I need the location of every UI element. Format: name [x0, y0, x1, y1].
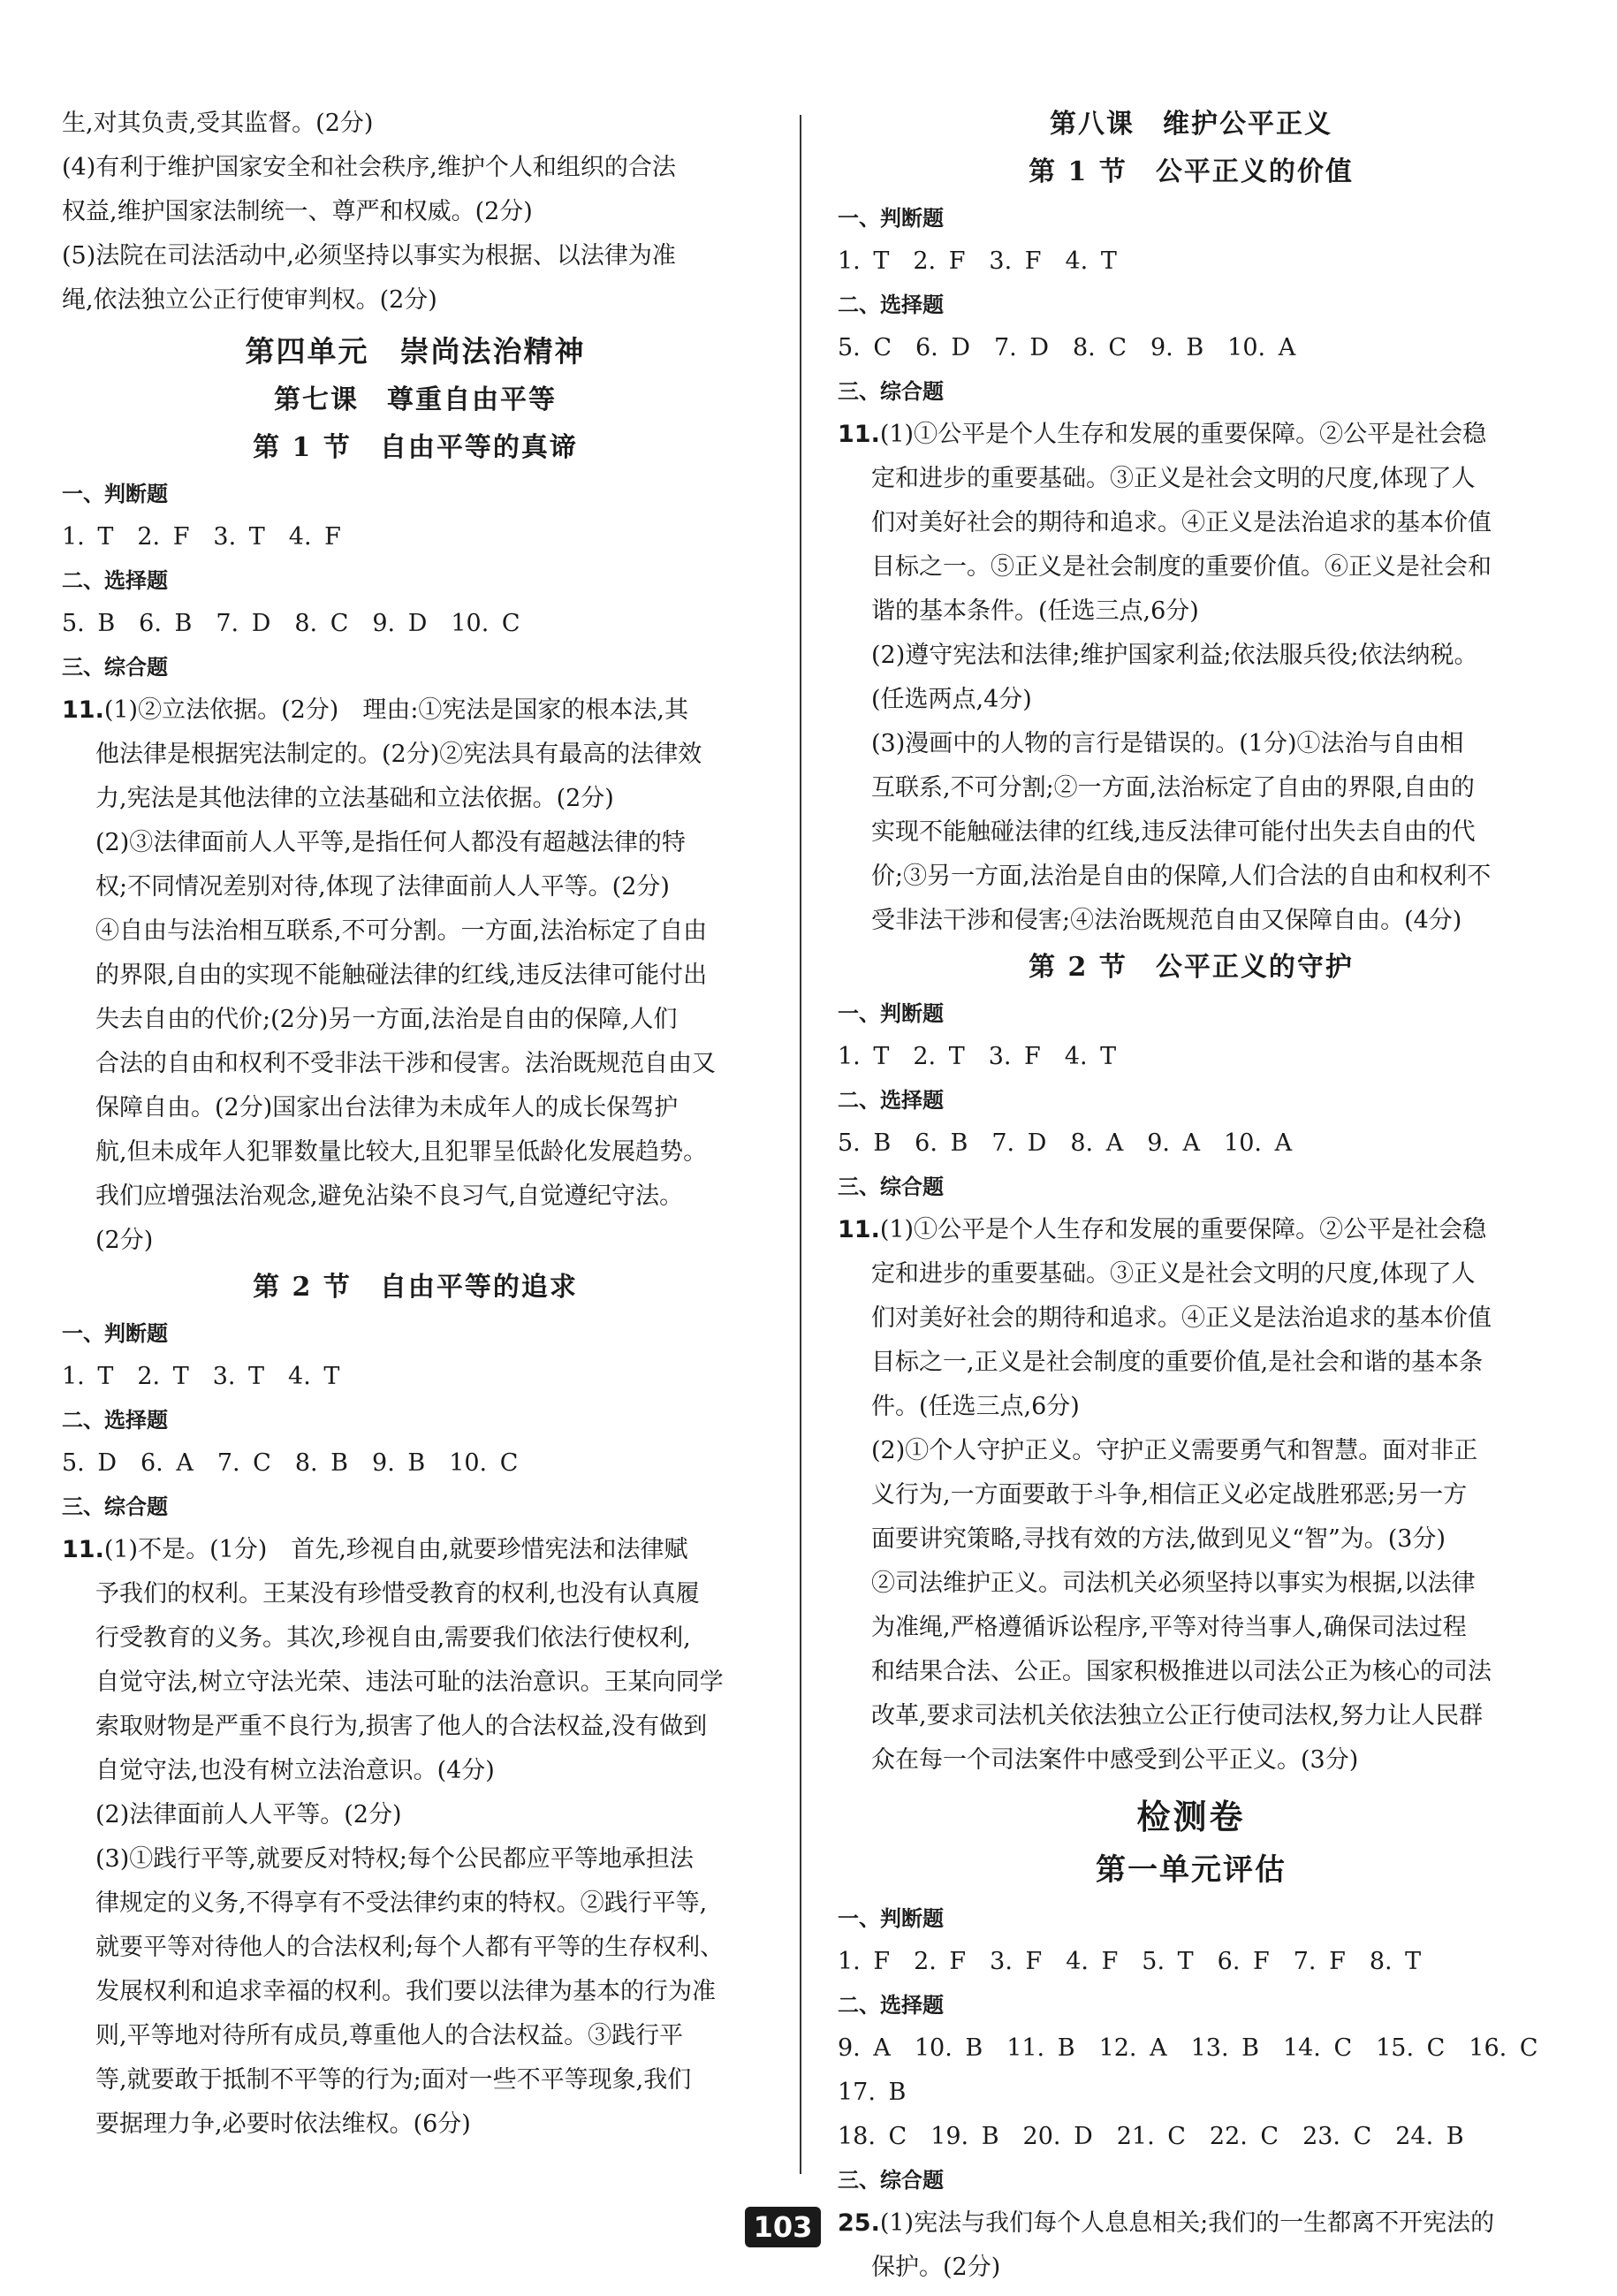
- text-line: 就要平等对待他人的合法权利;每个人都有平等的生存权利、: [95, 1934, 725, 1961]
- text-line: 律规定的义务,不得享有不受法律约束的特权。②践行平等,: [95, 1889, 708, 1917]
- text-line: 谐的基本条件。(任选三点,6分): [871, 597, 1199, 625]
- text-line: [62, 1528, 769, 1572]
- text-line: 航,但未成年人犯罪数量比较大,且犯罪呈低龄化发展趋势。: [95, 1138, 708, 1166]
- text-line: (4)有利于维护国家安全和社会秩序,维护个人和组织的合法: [62, 154, 676, 181]
- answer-text: (1)①公平是个人生存和发展的重要保障。②公平是社会稳: [879, 1216, 1487, 1243]
- choice-heading: 二、选择题: [838, 1993, 944, 2018]
- text-line: [838, 413, 1545, 457]
- judge-heading: 一、判断题: [838, 1001, 944, 1026]
- text-line: 的界限,自由的实现不能触碰法律的红线,违反法律可能付出: [95, 962, 708, 989]
- text-line: 互联系,不可分割;②一方面,法治标定了自由的界限,自由的: [871, 774, 1475, 802]
- text-line: 行受教育的义务。其次,珍视自由,需要我们依法行使权利,: [95, 1624, 691, 1652]
- text-line: 们对美好社会的期待和追求。④正义是法治追求的基本价值: [871, 1304, 1492, 1332]
- judge-heading: 一、判断题: [62, 1321, 168, 1346]
- answer-text: (1)不是。(1分) 首先,珍视自由,就要珍惜宪法和法律赋: [103, 1536, 688, 1563]
- judge-answers: 1. T 2. F 3. T 4. F: [62, 523, 341, 551]
- text-line: (2)③法律面前人人平等,是指任何人都没有超越法律的特: [95, 829, 686, 856]
- text-line: 面要讲究策略,寻找有效的方法,做到见义“智”为。(3分): [871, 1525, 1446, 1553]
- section-title: 第 1 节 自由平等的真谛: [253, 432, 578, 463]
- unit-evaluation-title: 第一单元评估: [1096, 1852, 1287, 1888]
- text-line: 要据理力争,必要时依法维权。(6分): [95, 2110, 471, 2138]
- choice-answers: 5. B 6. B 7. D 8. C 9. D 10. C: [62, 610, 520, 637]
- answer-text: (1)②立法依据。(2分) 理由:①宪法是国家的根本法,其: [103, 696, 689, 724]
- text-line: 绳,依法独立公正行使审判权。(2分): [62, 286, 437, 314]
- text-line: [838, 1208, 1545, 1252]
- unit-title: 第四单元 崇尚法治精神: [245, 334, 586, 369]
- text-line: 失去自由的代价;(2分)另一方面,法治是自由的保障,人们: [95, 1006, 678, 1033]
- page-number: 103: [745, 2207, 821, 2247]
- judge-answers: 1. F 2. F 3. F 4. F 5. T 6. F 7. F 8. T: [838, 1948, 1422, 1975]
- judge-heading: 一、判断题: [62, 482, 168, 506]
- comprehensive-heading: 三、综合题: [838, 2168, 944, 2193]
- text-line: (2)遵守宪法和法律;维护国家利益;依法服兵役;依法纳税。: [871, 642, 1478, 669]
- text-line: 保护。(2分): [871, 2254, 1001, 2281]
- choice-answers: 9. A 10. B 11. B 12. A 13. B 14. C 15. C 16. C 17. B: [838, 2034, 1562, 2106]
- text-line: 予我们的权利。王某没有珍惜受教育的权利,也没有认真履: [95, 1580, 700, 1608]
- question-number: 11.: [62, 1536, 104, 1563]
- comprehensive-heading: 三、综合题: [62, 1494, 168, 1519]
- choice-answers: 5. D 6. A 7. C 8. B 9. B 10. C: [62, 1449, 519, 1477]
- text-line: 件。(任选三点,6分): [871, 1393, 1080, 1420]
- choice-heading: 二、选择题: [838, 1088, 944, 1113]
- text-line: 他法律是根据宪法制定的。(2分)②宪法具有最高的法律效: [95, 741, 702, 768]
- choice-answers: 5. C 6. D 7. D 8. C 9. B 10. A: [838, 334, 1296, 361]
- text-line: ②司法维护正义。司法机关必须坚持以事实为根据,以法律: [871, 1570, 1476, 1597]
- text-line: (2分): [95, 1227, 154, 1254]
- judge-answers: 1. T 2. T 3. F 4. T: [838, 1043, 1117, 1070]
- section-title: 第 2 节 自由平等的追求: [253, 1272, 578, 1303]
- text-line: (5)法院在司法活动中,必须坚持以事实为根据、以法律为准: [62, 242, 676, 270]
- text-line: [838, 2201, 1545, 2246]
- text-line: 定和进步的重要基础。③正义是社会文明的尺度,体现了人: [871, 1260, 1476, 1288]
- comprehensive-heading: 三、综合题: [62, 655, 168, 680]
- judge-heading: 一、判断题: [838, 206, 944, 231]
- question-number: 25.: [838, 2209, 880, 2237]
- choice-heading: 二、选择题: [62, 1408, 168, 1433]
- text-line: 则,平等地对待所有成员,尊重他人的合法权益。③践行平: [95, 2022, 684, 2049]
- left-column: [62, 102, 769, 2147]
- text-line: 定和进步的重要基础。③正义是社会文明的尺度,体现了人: [871, 465, 1476, 492]
- text-line: 合法的自由和权利不受非法干涉和侵害。法治既规范自由又: [95, 1050, 716, 1077]
- choice-answers: 18. C 19. B 20. D 21. C 22. C 23. C 24. B: [838, 2123, 1464, 2150]
- text-line: 受非法干涉和侵害;④法治既规范自由又保障自由。(4分): [871, 907, 1462, 934]
- lesson-title: 第八课 维护公平正义: [1050, 109, 1332, 140]
- text-line: 权;不同情况差别对待,体现了法律面前人人平等。(2分): [95, 873, 670, 901]
- choice-heading: 二、选择题: [62, 568, 168, 593]
- column-divider: [800, 115, 801, 2174]
- text-line: (任选两点,4分): [871, 686, 1032, 713]
- section-title: 第 2 节 公平正义的守护: [1029, 952, 1354, 983]
- text-line: (2)①个人守护正义。守护正义需要勇气和智慧。面对非正: [871, 1437, 1478, 1464]
- text-line: 自觉守法,树立守法光荣、违法可耻的法治意识。王某向同学: [95, 1669, 724, 1696]
- comprehensive-heading: 三、综合题: [838, 1175, 944, 1199]
- text-line: 自觉守法,也没有树立法治意识。(4分): [95, 1757, 495, 1784]
- text-line: (3)①践行平等,就要反对特权;每个公民都应平等地承担法: [95, 1845, 694, 1873]
- right-column: [838, 102, 1562, 2290]
- text-line: 众在每一个司法案件中感受到公平正义。(3分): [871, 1746, 1359, 1774]
- choice-heading: 二、选择题: [838, 293, 944, 317]
- text-line: 目标之一,正义是社会制度的重要价值,是社会和谐的基本条: [871, 1349, 1484, 1376]
- question-number: 11.: [838, 1216, 880, 1243]
- text-line: 义行为,一方面要敢于斗争,相信正义必定战胜邪恶;另一方: [871, 1481, 1468, 1509]
- judge-answers: 1. T 2. F 3. F 4. T: [838, 247, 1117, 275]
- judge-heading: 一、判断题: [838, 1906, 944, 1931]
- text-line: 力,宪法是其他法律的立法基础和立法依据。(2分): [95, 785, 614, 812]
- text-line: 目标之一。⑤正义是社会制度的重要价值。⑥正义是社会和: [871, 553, 1492, 581]
- comprehensive-heading: 三、综合题: [838, 379, 944, 404]
- text-line: 发展权利和追求幸福的权利。我们要以法律为基本的行为准: [95, 1978, 716, 2005]
- answer-text: (1)宪法与我们每个人息息相关;我们的一生都离不开宪法的: [879, 2209, 1495, 2237]
- question-number: 11.: [62, 696, 104, 724]
- text-line: 生,对其负责,受其监督。(2分): [62, 110, 374, 137]
- text-line: 为准绳,严格遵循诉讼程序,平等对待当事人,确保司法过程: [871, 1614, 1467, 1641]
- section-title: 第 1 节 公平正义的价值: [1029, 156, 1354, 187]
- text-line: [62, 688, 769, 733]
- question-number: 11.: [838, 421, 880, 448]
- lesson-title: 第七课 尊重自由平等: [274, 384, 557, 415]
- text-line: 保障自由。(2分)国家出台法律为未成年人的成长保驾护: [95, 1094, 679, 1121]
- test-paper-title: 检测卷: [1136, 1797, 1246, 1836]
- text-line: ④自由与法治相互联系,不可分割。一方面,法治标定了自由: [95, 917, 708, 945]
- text-line: (2)法律面前人人平等。(2分): [95, 1801, 402, 1828]
- choice-answers: 5. B 6. B 7. D 8. A 9. A 10. A: [838, 1129, 1293, 1157]
- text-line: (3)漫画中的人物的言行是错误的。(1分)①法治与自由相: [871, 730, 1464, 757]
- text-line: 索取财物是严重不良行为,损害了他人的合法权益,没有做到: [95, 1713, 708, 1740]
- text-line: 权益,维护国家法制统一、尊严和权威。(2分): [62, 198, 533, 225]
- text-line: 改革,要求司法机关依法独立公正行使司法权,努力让人民群: [871, 1702, 1484, 1730]
- text-line: 等,就要敢于抵制不平等的行为;面对一些不平等现象,我们: [95, 2066, 692, 2094]
- text-line: 和结果合法、公正。国家积极推进以司法公正为核心的司法: [871, 1658, 1492, 1685]
- text-line: 们对美好社会的期待和追求。④正义是法治追求的基本价值: [871, 509, 1492, 536]
- judge-answers: 1. T 2. T 3. T 4. T: [62, 1363, 340, 1390]
- text-line: 我们应增强法治观念,避免沾染不良习气,自觉遵纪守法。: [95, 1182, 684, 1210]
- text-line: 价;③另一方面,法治是自由的保障,人们合法的自由和权利不: [871, 863, 1492, 890]
- answer-text: (1)①公平是个人生存和发展的重要保障。②公平是社会稳: [879, 421, 1487, 448]
- text-line: 实现不能触碰法律的红线,违反法律可能付出失去自由的代: [871, 818, 1476, 846]
